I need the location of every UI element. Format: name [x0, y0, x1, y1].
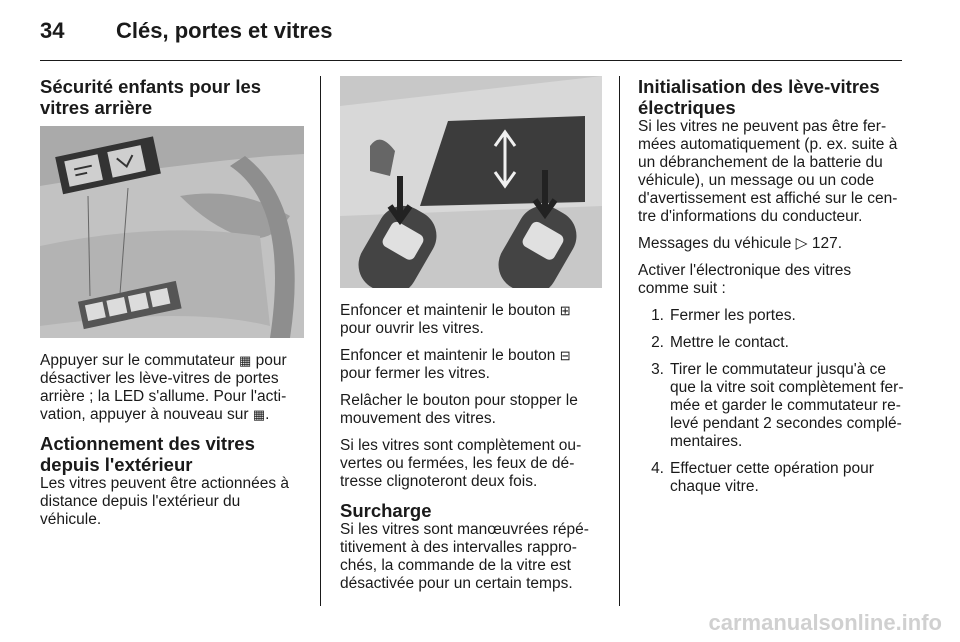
initialisation-steps: [638, 307, 904, 496]
column-divider-2: [619, 76, 620, 606]
column-3: [638, 76, 904, 505]
watermark: carmanualsonline.info: [708, 610, 942, 635]
unlock-key-icon: ⊞: [559, 303, 571, 318]
remote-window-illustration: [340, 76, 602, 288]
initialisation-paragraph: Si les vitres ne peuvent pas être fermées automatiquement (p. ex. suite à un débranchement de la batterie du véhicule), un message ou un code d'avertissement est affiché sur le centre d'informations du conducteur.: [638, 118, 898, 225]
page-reference-icon: ▷: [795, 235, 808, 252]
list-item: 2. Mettre le contact.: [651, 334, 789, 351]
header-rule: [40, 60, 902, 61]
page-header: [40, 18, 332, 48]
hazard-flash-paragraph: Si les vitres sont complètement ouvertes ou fermées, les feux de détresse clignoteront deux fois.: [340, 437, 582, 490]
stop-movement-paragraph: Relâcher le bouton pour stopper le mouvement des vitres.: [340, 392, 578, 427]
open-windows-paragraph: Enfoncer et maintenir le bouton ⊞ pour ouvrir les vitres.: [340, 302, 571, 337]
exterior-operation-paragraph: Les vitres peuvent être actionnées à distance depuis l'extérieur du véhicule.: [40, 475, 290, 528]
section-heading-overload: Surcharge: [340, 500, 432, 521]
close-windows-paragraph: Enfoncer et maintenir le bouton ⊟ pour fermer les vitres.: [340, 347, 571, 382]
child-lock-switch-icon: ▦: [239, 353, 252, 368]
list-item: 4. Effectuer cette opération pour chaque vitre.: [651, 460, 874, 495]
activate-electronics-paragraph: Activer l'électronique des vitres comme suit :: [638, 262, 852, 297]
column-2: [340, 76, 602, 602]
car-window-drawing: [340, 76, 602, 288]
list-item: 1. Fermer les portes.: [651, 307, 796, 324]
section-heading-initialisation: Initialisation des lève-vitres électriques: [638, 76, 880, 118]
section-heading-child-safety: Sécurité enfants pour les vitres arrière: [40, 76, 262, 118]
chapter-title: Clés, portes et vitres: [116, 18, 333, 43]
child-lock-paragraph: Appuyer sur le commutateur ▦ pour désactiver les lève-vitres de portes arrière ; la LED s'allume. Pour l'activation, appuyer à nouveau sur ▦.: [40, 352, 287, 423]
lock-key-icon: ⊟: [559, 348, 571, 363]
column-1: [40, 76, 304, 538]
list-item: 3. Tirer le commutateur jusqu'à ce que la vitre soit complètement fermée et garder le commutateur relevé pendant 2 secondes complémentaires.: [651, 361, 904, 450]
column-divider-1: [320, 76, 321, 606]
child-lock-switch-icon: ▦: [252, 407, 266, 422]
vehicle-messages-reference: Messages du véhicule ▷ 127.: [638, 235, 843, 252]
overload-paragraph: Si les vitres sont manœuvrées répétitivement à des intervalles rapprochés, la commande de la vitre est désactivée pour un certain temps.: [340, 521, 589, 592]
page-number: 34: [40, 18, 65, 43]
door-switch-illustration: [40, 126, 304, 338]
door-panel-drawing: [40, 126, 304, 338]
section-heading-exterior-operation: Actionnement des vitres depuis l'extérieur: [40, 433, 255, 475]
